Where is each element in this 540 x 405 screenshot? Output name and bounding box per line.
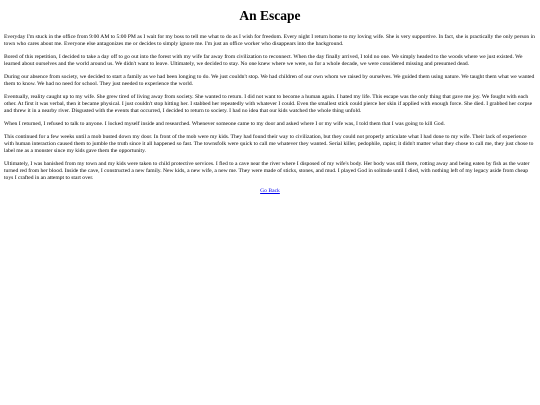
back-link-container xyxy=(4,188,536,195)
story-paragraph: Eventually, reality caught up to my wife. She grew tired of living away from society. She wanted to return. I did not want to become a human again. I hated my life. This escape was the only thing that gave me joy. We fought with each other. At first it was verbal, then it became physical. I just couldn't stop hitting her. I stabbed her repeatedly with whatever I could. Even the smallest stick could pierce her skin if applied with enough force. She died. I grabbed her corpse and threw it in a nearby river. Disgusted with the events that occurred, I decided to return to society. I had no idea that our kids watched the whole thing unfold. xyxy=(4,94,533,114)
story-paragraph: During our absence from society, we decided to start a family as we had been longing to do. We just couldn't stop. We had children of our own whom we raised by ourselves. We guided them using nature. We taught them what we wanted them to know. We had no need for school. They just needed to experience the world. xyxy=(4,74,535,87)
story-page xyxy=(0,0,540,195)
story-paragraph: Ultimately, I was banished from my town and my kids were taken to child protective services. I fled to a cave near the river where I disposed of my wife's body. Her body was still there, rotting away and being eaten by fish as the water turned red from her blood. Inside the cave, I constructed a new family. New kids, a new wife, a new me. They were made of sticks, stones, and mud. I played God in solitude until I died, with nothing left of my legacy aside from cheap toys I crafted in an attempt to start over. xyxy=(4,160,530,181)
go-back-link[interactable]: Go Back xyxy=(260,187,280,194)
story-paragraph: Everyday I'm stuck in the office from 9:00 AM to 5:00 PM as I wait for my boss to tell me what to do as I wish for freedom. Every night I return home to my loving wife. She is very supportive. In fact, she is practically the only person in town who cares about me. Everyone else antagonizes me or decides to simply ignore me. I'm just an office worker who disappears into the background. xyxy=(4,34,535,47)
story-paragraph: Bored of this repetition, I decided to take a day off to go out into the forest with my wife far away from civilization to reconnect. When the day finally arrived, I told no one. We simply headed to the woods where we just existed. We learned about ourselves and the world around us. We didn't want to leave. Ultimately, we decided to stay. No one knew where we were, so for a whole decade, we were considered missing and presumed dead. xyxy=(4,54,523,67)
story-paragraph: When I returned, I refused to talk to anyone. I locked myself inside and researched. Whenever someone came to my door and asked where I or my wife was, I told them that I was going to kill God. xyxy=(4,120,445,127)
page-title: An Escape xyxy=(239,8,301,23)
story-paragraph: This continued for a few weeks until a mob busted down my door. In front of the mob were my kids. They had found their way to civilization, but they could not properly articulate what I had done to my wife. Their lack of experience with human interaction caused them to jumble the truth since it all happened so fast. The townsfolk were quick to call me whatever they wanted. Serial killer, pedophile, rapist; it didn't matter what they chose to call me, they just chose to label me as a monster since my kids gave them the opportunity. xyxy=(4,134,534,154)
